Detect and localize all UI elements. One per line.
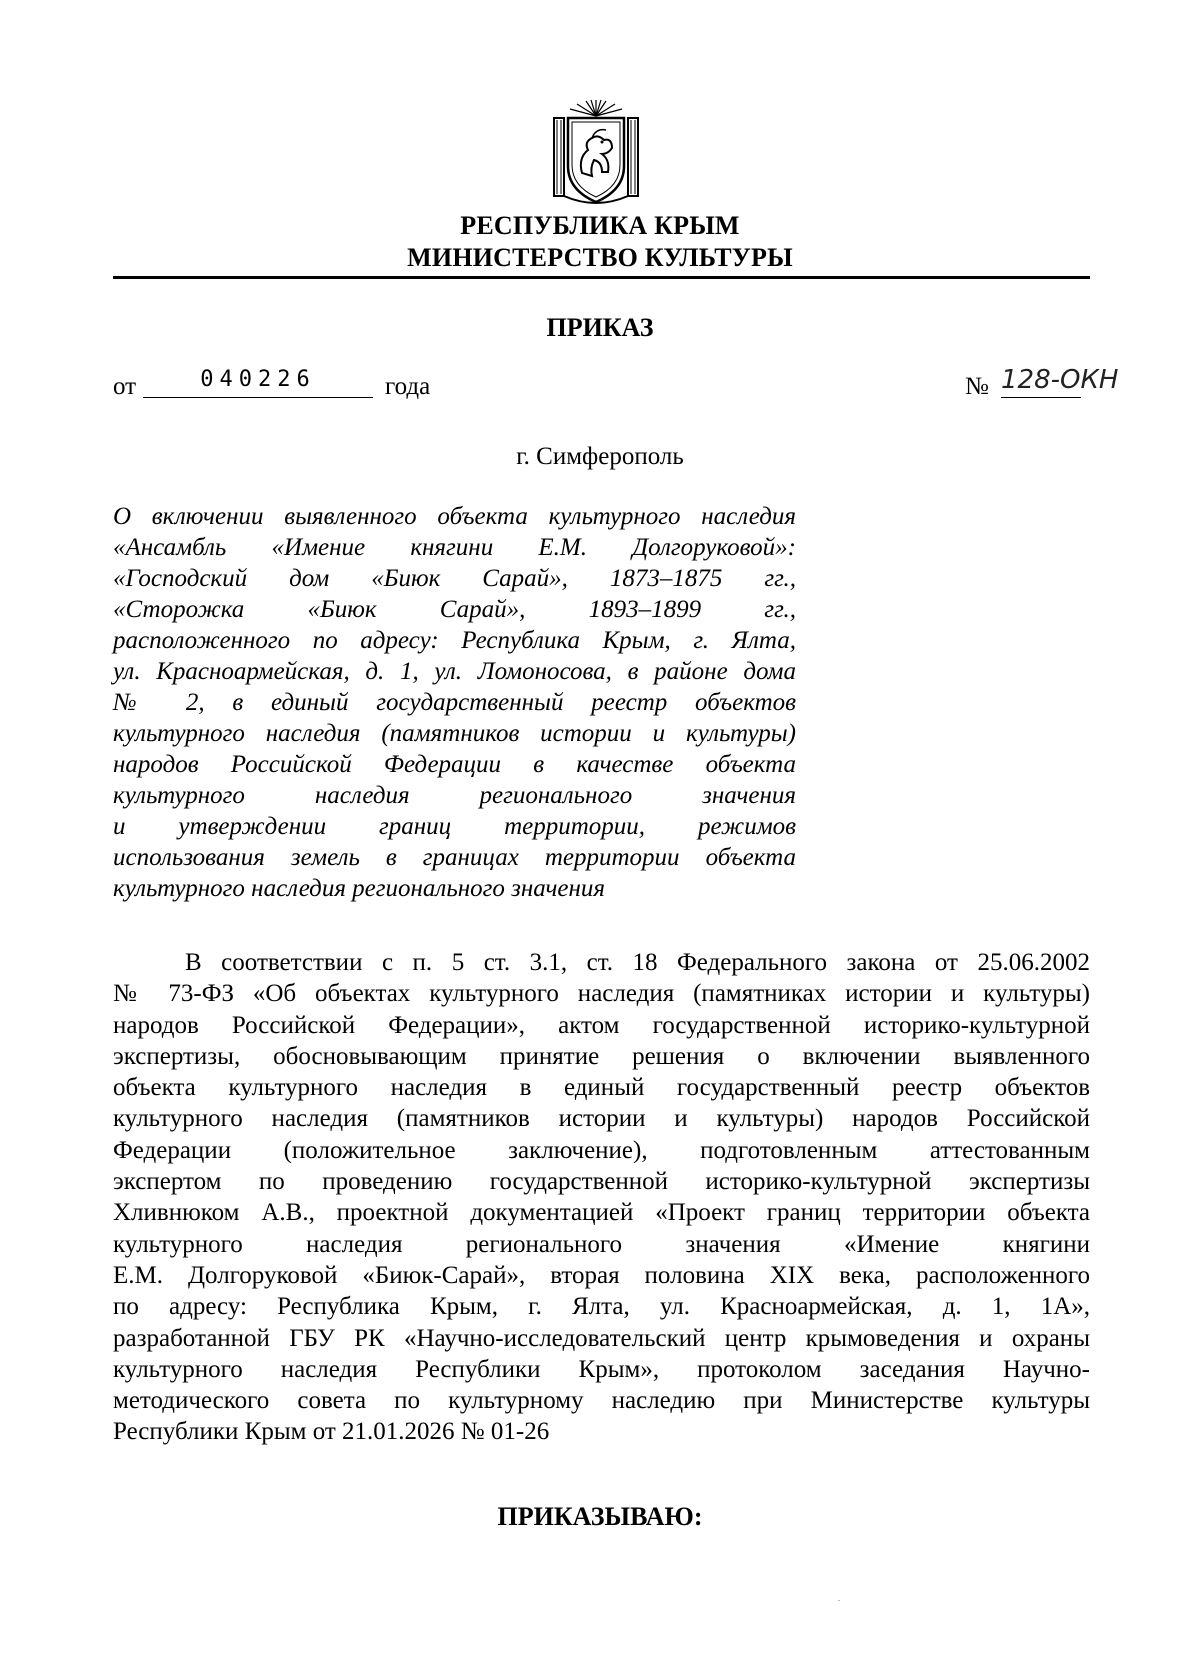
body-line: экспертизы, обосновывающим принятие решения о включении выявленного bbox=[113, 1042, 1090, 1070]
org-region: РЕСПУБЛИКА КРЫМ bbox=[460, 211, 740, 240]
header-divider bbox=[113, 276, 1090, 279]
body-line: № 73-ФЗ «Об объектах культурного наследия (памятниках истории и культуры) bbox=[113, 980, 1090, 1008]
subject-line: О включении выявленного объекта культурного наследия bbox=[113, 503, 796, 530]
body-line: культурного наследия (памятников истории и культуры) народов Российской bbox=[113, 1105, 1090, 1133]
subject-line: культурного наследия регионального значения bbox=[113, 782, 796, 809]
subject-line: «Сторожка «Биюк Сарай», 1893–1899 гг., bbox=[113, 596, 796, 623]
body-line: Республики Крым от 21.01.2026 № 01-26 bbox=[113, 1418, 550, 1446]
number-label: № bbox=[965, 373, 989, 400]
document-title: ПРИКАЗ bbox=[546, 313, 654, 342]
date-suffix: года bbox=[385, 373, 431, 400]
org-ministry: МИНИСТЕРСТВО КУЛЬТУРЫ bbox=[407, 243, 793, 272]
city: г. Симферополь bbox=[516, 443, 684, 470]
subject-line: культурного наследия регионального значения bbox=[113, 875, 605, 902]
body-line: разработанной ГБУ РК «Научно-исследовательский центр крымоведения и охраны bbox=[113, 1324, 1090, 1352]
body-line: объекта культурного наследия в единый государственный реестр объектов bbox=[113, 1074, 1090, 1102]
date-label: от bbox=[113, 373, 137, 400]
body-line: народов Российской Федерации», актом государственной историко-культурной bbox=[113, 1011, 1090, 1039]
subject-block bbox=[113, 501, 796, 904]
body-line: Федерации (положительное заключение), подготовленным аттестованным bbox=[113, 1136, 1090, 1164]
body-line: культурного наследия Республики Крым», протоколом заседания Научно- bbox=[113, 1355, 1090, 1383]
subject-line: «Ансамбль «Имение княгини Е.М. Долгоруковой»: bbox=[113, 534, 796, 561]
subject-line: ул. Красноармейская, д. 1, ул. Ломоносова, в районе дома bbox=[113, 658, 796, 685]
subject-line: «Господский дом «Биюк Сарай», 1873–1875 гг., bbox=[113, 565, 796, 592]
body-line: культурного наследия регионального значения «Имение княгини bbox=[113, 1230, 1090, 1258]
number-value: 128-ОКН bbox=[1001, 365, 1081, 398]
subject-line: и утверждении границ территории, режимов bbox=[113, 813, 796, 840]
subject-line: культурного наследия (памятников истории и культуры) bbox=[113, 720, 796, 747]
subject-line: № 2, в единый государственный реестр объектов bbox=[113, 689, 796, 716]
subject-line: народов Российской Федерации в качестве объекта bbox=[113, 751, 796, 778]
body-line: методического совета по культурному наследию при Министерстве культуры bbox=[113, 1387, 1090, 1415]
subject-line: использования земель в границах территории объекта bbox=[113, 844, 796, 871]
body-line: экспертом по проведению государственной историко-культурной экспертизы bbox=[113, 1168, 1090, 1196]
date-value: 040226 bbox=[143, 367, 373, 398]
body-line: Хливнюком А.В., проектной документацией «Проект границ территории объекта bbox=[113, 1199, 1090, 1227]
body-paragraph bbox=[113, 947, 1090, 1448]
subject-line: расположенного по адресу: Республика Крым, г. Ялта, bbox=[113, 627, 796, 654]
body-line: по адресу: Республика Крым, г. Ялта, ул. Красноармейская, д. 1, 1А», bbox=[113, 1293, 1090, 1321]
scan-speck bbox=[838, 1600, 840, 1601]
coat-of-arms-icon bbox=[546, 98, 646, 208]
body-line: В соответствии с п. 5 ст. 3.1, ст. 18 Федерального закона от 25.06.2002 bbox=[185, 949, 1090, 976]
order-word: ПРИКАЗЫВАЮ: bbox=[497, 1502, 703, 1531]
body-line: Е.М. Долгоруковой «Биюк-Сарай», вторая половина XIX века, расположенного bbox=[113, 1261, 1090, 1289]
